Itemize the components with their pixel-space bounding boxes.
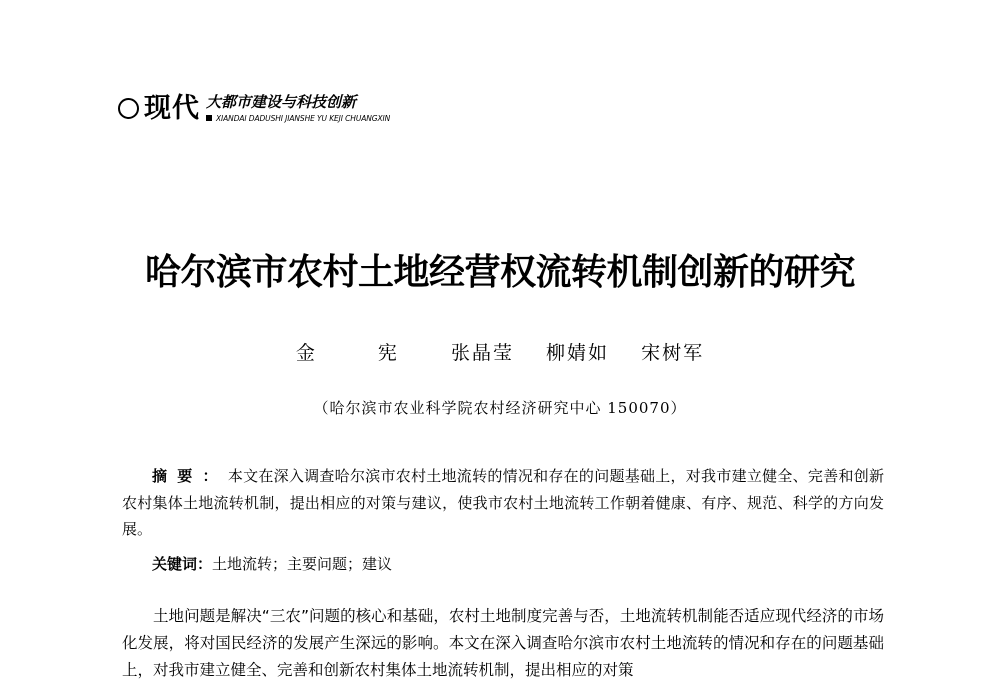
- author-1: 金 宪: [295, 342, 419, 364]
- keywords-text: 土地流转；主要问题；建议: [212, 555, 393, 573]
- body-paragraph: 土地问题是解决“三农”问题的核心和基础，农村土地制度完善与否，土地流转机制能否适应现代经济的市场化发展，将对国民经济的发展产生深远的影响。本文在深入调查哈尔滨市农村土地流转的情况和存在的问题基础上，对我市建立健全、完善和创新农村集体土地流转机制，提出相应的对策: [122, 607, 884, 679]
- journal-brand: 现代: [144, 92, 200, 124]
- author-list: [0, 340, 1000, 366]
- keywords-label: 关键词：: [152, 555, 213, 573]
- journal-subtitle-en: XIANDAI DADUSHI JIANSHE YU KEJI CHUANGXIN: [216, 113, 391, 123]
- author-3: 柳婧如: [546, 342, 610, 364]
- abstract-label: 摘要：: [152, 467, 228, 485]
- journal-subtitle-cn: 大都市建设与科技创新: [206, 92, 357, 111]
- author-2: 张晶莹: [450, 342, 514, 364]
- journal-subtitle-block: [206, 94, 390, 123]
- square-bullet-icon: [206, 115, 212, 121]
- keywords: [152, 551, 884, 577]
- article-title: 哈尔滨市农村土地经营权流转机制创新的研究: [144, 252, 855, 293]
- abstract: [122, 463, 884, 543]
- abstract-text: 本文在深入调查哈尔滨市农村土地流转的情况和存在的问题基础上，对我市建立健全、完善和创新农村集体土地流转机制，提出相应的对策与建议，使我市农村土地流转工作朝着健康、有序、规范、科学的方向发展。: [122, 467, 884, 538]
- author-affiliation: （哈尔滨市农业科学院农村经济研究中心 150070）: [313, 399, 687, 417]
- journal-header: [118, 88, 390, 128]
- circle-logo-icon: [118, 98, 139, 119]
- author-4: 宋树军: [641, 342, 705, 364]
- journal-subtitle-en-row: [206, 114, 390, 123]
